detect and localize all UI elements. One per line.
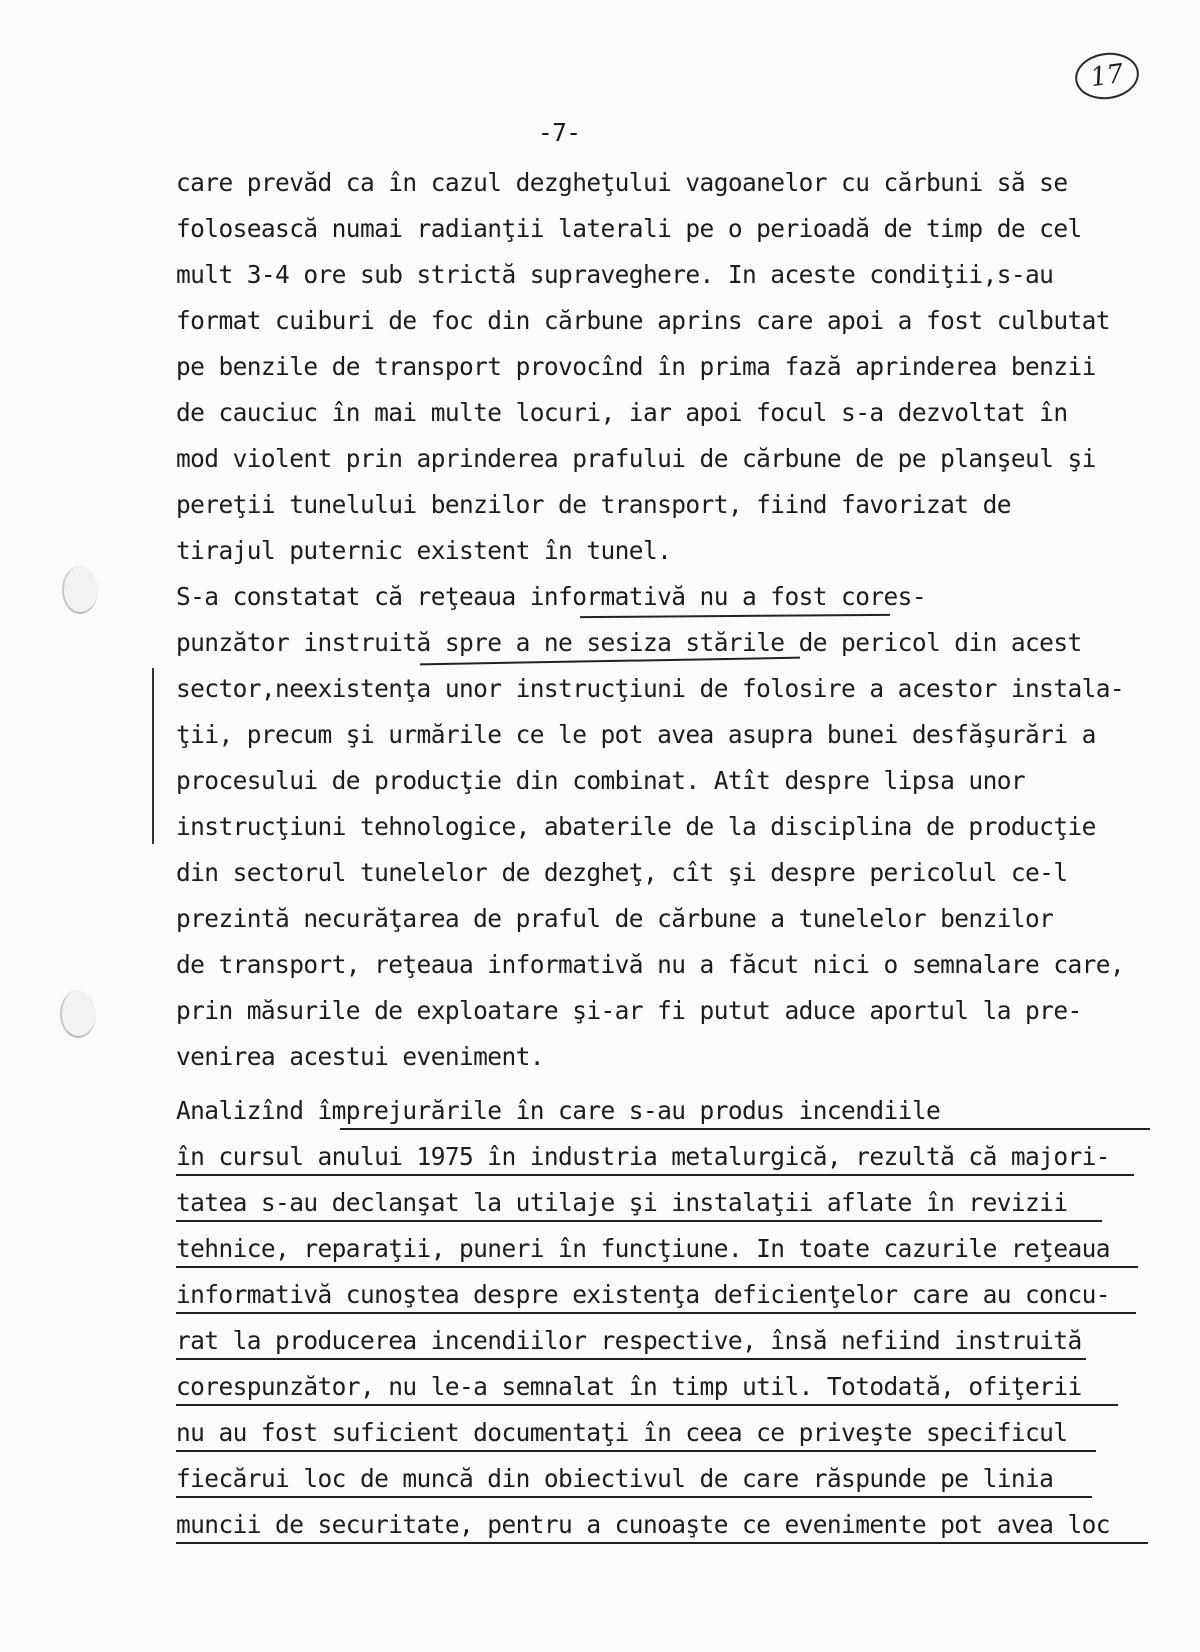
text-line: tehnice, reparaţii, puneri în funcţiune. In toate cazurile reţeaua <box>176 1234 1110 1263</box>
text-line: instrucţiuni tehnologice, abaterile de la disciplina de producţie <box>176 812 1096 841</box>
text-line: din sectorul tunelelor de dezgheţ, cît şi despre pericolul ce-l <box>176 858 1068 887</box>
text-line: pe benzile de transport provocînd în prima fază aprinderea benzii <box>176 352 1096 381</box>
text-line: folosească numai radianţii laterali pe o perioadă de timp de cel <box>176 214 1082 243</box>
text-line: informativă cunoştea despre existenţa deficienţelor care au concu- <box>176 1280 1110 1309</box>
handwritten-underline <box>580 614 890 618</box>
text-line: nu au fost suficient documentaţi în ceea ce priveşte specificul <box>176 1418 1068 1447</box>
page-stamp-number: 17 <box>1072 49 1142 103</box>
margin-vertical-mark <box>152 668 154 844</box>
handwritten-underline <box>176 1450 1096 1452</box>
punch-hole-top <box>62 566 98 614</box>
text-line: tirajul puternic existent în tunel. <box>176 536 672 565</box>
handwritten-underline <box>176 1358 1086 1360</box>
page-number: -7- <box>538 118 581 147</box>
text-line: prin măsurile de exploatare şi-ar fi putut aduce aportul la pre- <box>176 996 1082 1025</box>
handwritten-underline <box>176 1542 1148 1544</box>
text-line: fiecărui loc de muncă din obiectivul de care răspunde pe linia <box>176 1464 1054 1493</box>
text-line: venirea acestui eveniment. <box>176 1042 544 1071</box>
text-line: S-a constatat că reţeaua informativă nu a fost cores- <box>176 582 926 611</box>
handwritten-underline <box>420 657 800 666</box>
handwritten-underline <box>176 1174 1134 1176</box>
text-line: procesului de producţie din combinat. Atît despre lipsa unor <box>176 766 1026 795</box>
punch-hole-bottom <box>60 990 96 1038</box>
handwritten-underline <box>340 1128 1150 1130</box>
text-line: Analizînd împrejurările în care s-au produs incendiile <box>176 1096 941 1125</box>
handwritten-underline <box>176 1404 1118 1406</box>
text-line: de transport, reţeaua informativă nu a făcut nici o semnalare care, <box>176 950 1125 979</box>
text-line: prezintă necurăţarea de praful de cărbune a tunelelor benzilor <box>176 904 1054 933</box>
text-line: format cuiburi de foc din cărbune aprins care apoi a fost culbutat <box>176 306 1110 335</box>
text-line: muncii de securitate, pentru a cunoaşte ce evenimente pot avea loc <box>176 1510 1110 1539</box>
text-line: ţii, precum şi urmările ce le pot avea asupra bunei desfăşurări a <box>176 720 1096 749</box>
handwritten-underline <box>176 1312 1136 1314</box>
handwritten-underline <box>176 1496 1092 1498</box>
handwritten-underline <box>176 1266 1138 1268</box>
text-line: de cauciuc în mai multe locuri, iar apoi focul s-a dezvoltat în <box>176 398 1068 427</box>
handwritten-underline <box>176 1220 1102 1222</box>
text-line: corespunzător, nu le-a semnalat în timp util. Totodată, ofiţerii <box>176 1372 1082 1401</box>
text-line: mult 3-4 ore sub strictă supraveghere. In aceste condiţii,s-au <box>176 260 1054 289</box>
text-line: în cursul anului 1975 în industria metalurgică, rezultă că majori- <box>176 1142 1110 1171</box>
text-line: care prevăd ca în cazul dezgheţului vagoanelor cu cărbuni să se <box>176 168 1068 197</box>
text-line: punzător instruită spre a ne sesiza stările de pericol din acest <box>176 628 1082 657</box>
text-line: mod violent prin aprinderea prafului de cărbune de pe planşeul şi <box>176 444 1096 473</box>
text-line: rat la producerea incendiilor respective, însă nefiind instruită <box>176 1326 1082 1355</box>
text-line: sector,neexistenţa unor instrucţiuni de folosire a acestor instala- <box>176 674 1125 703</box>
text-line: pereţii tunelului benzilor de transport, fiind favorizat de <box>176 490 1011 519</box>
text-line: tatea s-au declanşat la utilaje şi instalaţii aflate în revizii <box>176 1188 1068 1217</box>
